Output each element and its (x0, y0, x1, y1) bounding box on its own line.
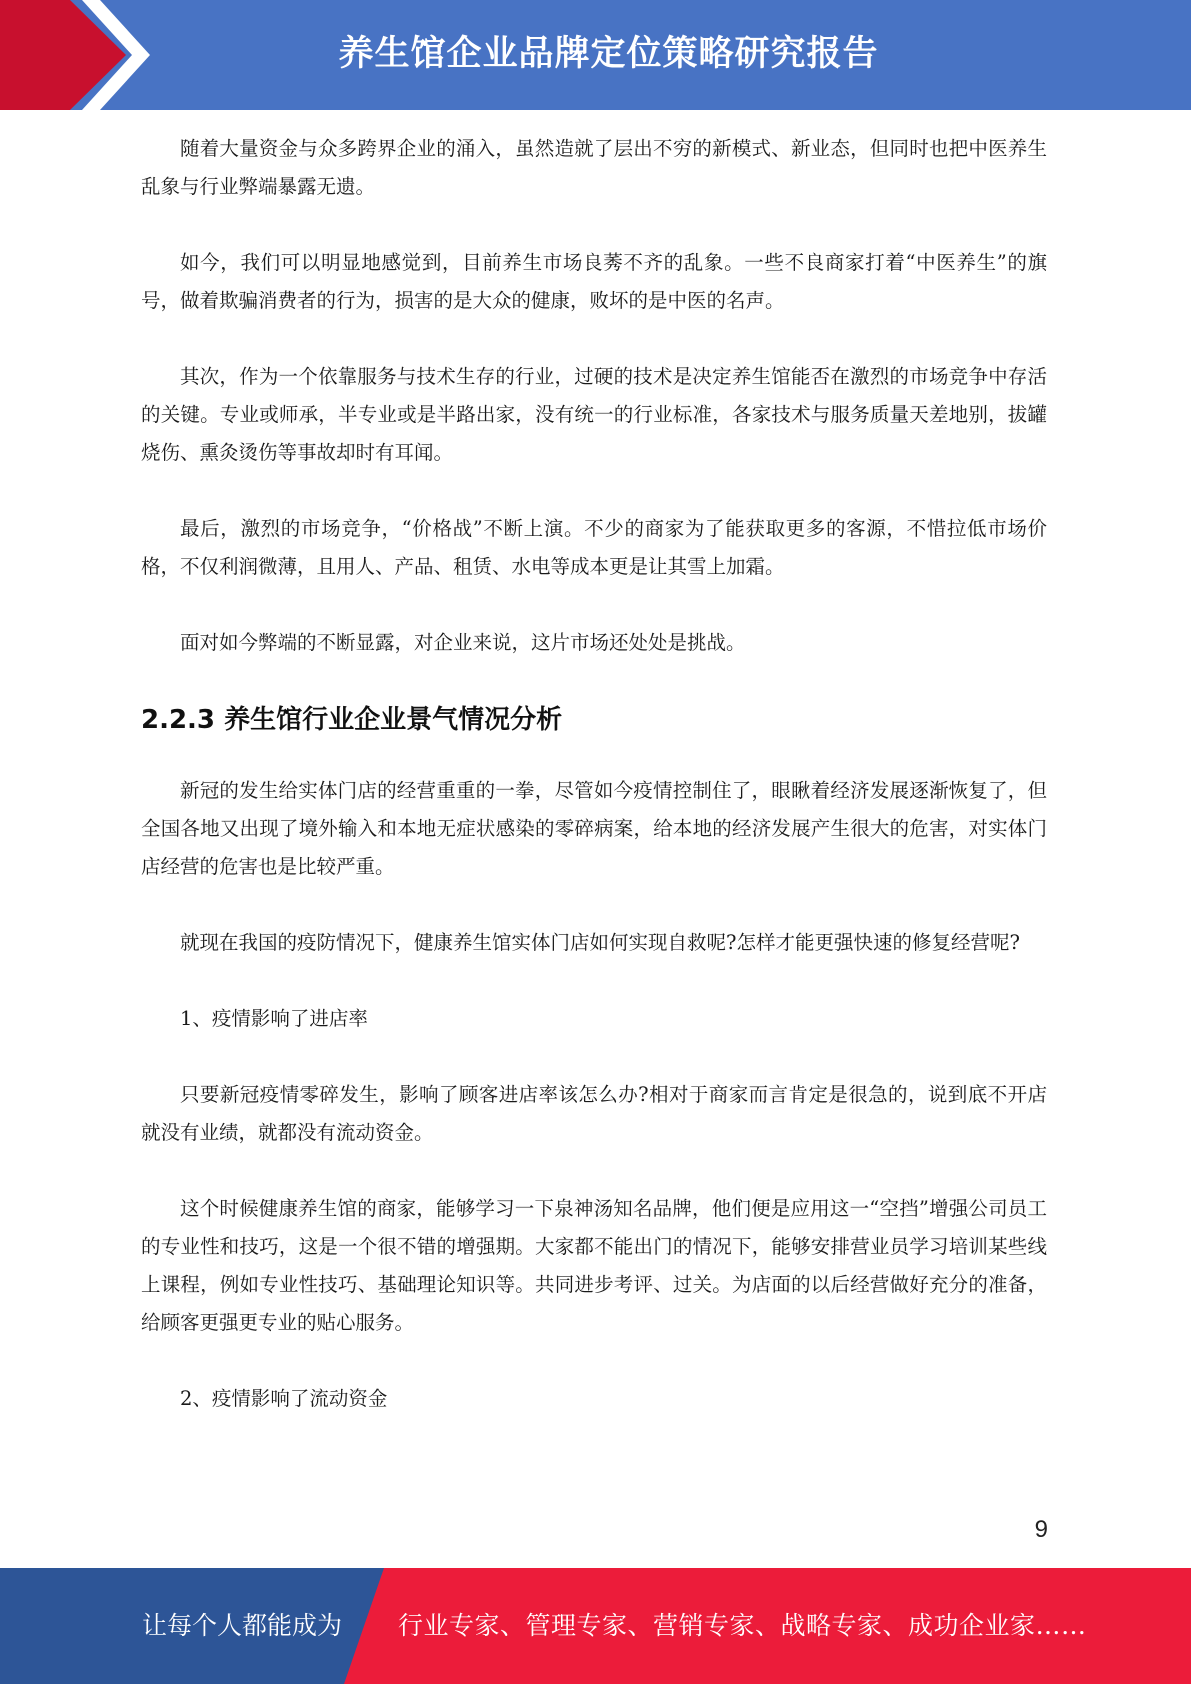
list-item-cash-flow: 2、疫情影响了流动资金 (180, 1387, 388, 1410)
paragraph-self-rescue-question: 就现在我国的疫防情况下，健康养生馆实体门店如何实现自救呢?怎样才能更强快速的修复经营呢? (180, 931, 1020, 954)
paragraph-technical-standards: 其次，作为一个依靠服务与技术生存的行业，过硬的技术是决定养生馆能否在激烈的市场竞争中存活的关键。专业或师承，半专业或是半路出家，没有统一的行业标准，各家技术与服务质量天差地别，拔罐烧伤、熏灸烫伤等事故却时有耳闻。 (141, 365, 1047, 464)
page-header (0, 0, 1191, 110)
report-title: 养生馆企业品牌定位策略研究报告 (338, 34, 879, 74)
page-number: 9 (1034, 1516, 1048, 1543)
list-item-store-traffic: 1、疫情影响了进店率 (180, 1007, 368, 1030)
section-heading: 2.2.3 养生馆行业企业景气情况分析 (141, 705, 563, 735)
paragraph-staff-training: 这个时候健康养生馆的商家，能够学习一下泉神汤知名品牌，他们便是应用这一“空挡”增强公司员工的专业性和技巧，这是一个很不错的增强期。大家都不能出门的情况下，能够安排营业员学习培训某些线上课程，例如专业性技巧、基础理论知识等。共同进步考评、过关。为店面的以后经营做好充分的准备，给顾客更强更专业的贴心服务。 (141, 1197, 1047, 1334)
paragraph-store-traffic-detail: 只要新冠疫情零碎发生，影响了顾客进店率该怎么办?相对于商家而言肯定是很急的，说到底不开店就没有业绩，就都没有流动资金。 (141, 1083, 1047, 1144)
paragraph-chaos-exposed: 随着大量资金与众多跨界企业的涌入，虽然造就了层出不穷的新模式、新业态，但同时也把中医养生乱象与行业弊端暴露无遗。 (141, 137, 1047, 198)
paragraph-challenges: 面对如今弊端的不断显露，对企业来说，这片市场还处处是挑战。 (180, 631, 746, 654)
document-body (141, 130, 1047, 1418)
footer-slogan-right: 行业专家、管理专家、营销专家、战略专家、成功企业家…… (398, 1611, 1087, 1640)
paragraph-price-war: 最后，激烈的市场竞争，“价格战”不断上演。不少的商家为了能获取更多的客源，不惜拉低市场价格，不仅利润微薄，且用人、产品、租赁、水电等成本更是让其雪上加霜。 (141, 517, 1047, 578)
paragraph-pandemic-impact: 新冠的发生给实体门店的经营重重的一拳，尽管如今疫情控制住了，眼瞅着经济发展逐渐恢复了，但全国各地又出现了境外输入和本地无症状感染的零碎病案，给本地的经济发展产生很大的危害，对实体门店经营的危害也是比较严重。 (141, 779, 1047, 878)
page-footer (0, 1568, 1191, 1684)
footer-slogan-left: 让每个人都能成为 (142, 1611, 343, 1640)
paragraph-market-disorder: 如今，我们可以明显地感觉到，目前养生市场良莠不齐的乱象。一些不良商家打着“中医养生”的旗号，做着欺骗消费者的行为，损害的是大众的健康，败坏的是中医的名声。 (141, 251, 1047, 312)
